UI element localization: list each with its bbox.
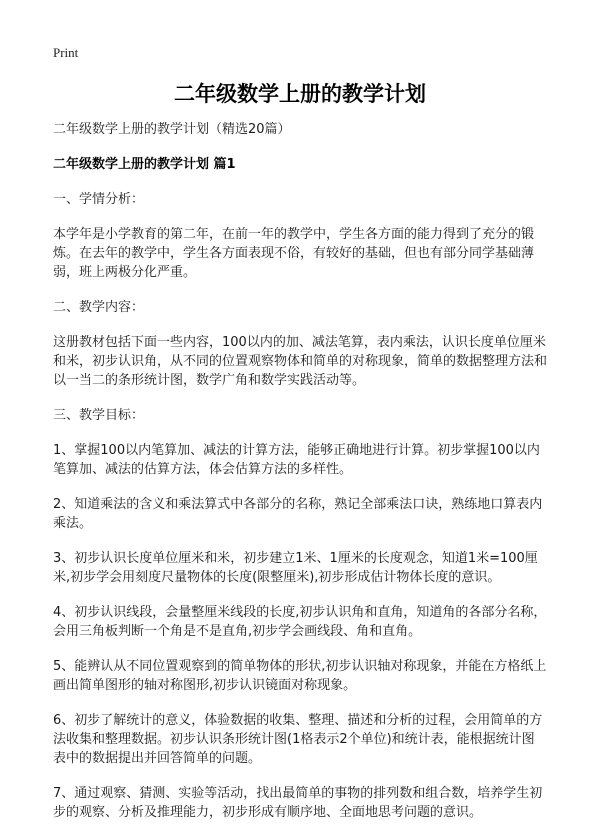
goal-item-7: 7、通过观察、猜测、实验等活动，找出最简单的事物的排列数和组合数，培养学生初步的观察、分析及推理能力，初步形成有顺序地、全面地思考问题的意识。 xyxy=(53,786,543,820)
goal-item-6: 6、初步了解统计的意义，体验数据的收集、整理、描述和分析的过程，会用简单的方法收集和整理数据。初步认识条形统计图(1格表示2个单位)和统计表，能根据统计图表中的数据提出并回答简单的问题。 xyxy=(53,713,543,766)
goal-item-4: 4、初步认识线段，会量整厘米线段的长度,初步认识角和直角，知道角的各部分名称，会用三角板判断一个角是不是直角,初步学会画线段、角和直角。 xyxy=(53,605,547,639)
paragraph-learning-analysis: 本学年是小学教育的第二年，在前一年的教学中，学生各方面的能力得到了充分的锻炼。在去年的教学中，学生各方面表现不俗，有较好的基础，但也有部分同学基础薄弱，班上两极分化严重。 xyxy=(53,227,535,280)
print-link[interactable]: Print xyxy=(53,45,79,60)
goal-item-1: 1、掌握100以内笔算加、减法的计算方法，能够正确地进行计算。初步掌握100以内笔算加、减法的估算方法，体会估算方法的多样性。 xyxy=(53,443,540,477)
document-body xyxy=(53,120,547,838)
heading-teaching-goals: 三、教学目标： xyxy=(53,408,145,423)
document-subtitle: 二年级数学上册的教学计划（精选20篇） xyxy=(53,122,291,137)
goal-item-2: 2、知道乘法的含义和乘法算式中各部分的名称，熟记全部乘法口诀，熟练地口算表内乘法。 xyxy=(53,497,543,531)
section-title: 二年级数学上册的教学计划 篇1 xyxy=(53,157,236,172)
paragraph-teaching-content: 这册教材包括下面一些内容，100以内的加、减法笔算，表内乘法，认识长度单位厘米和米，初步认识角，从不同的位置观察物体和简单的对称现象，简单的数据整理方法和以一当二的条形统计图，数学广角和数学实践活动等。 xyxy=(53,335,548,388)
goal-item-5: 5、能辨认从不同位置观察到的简单物体的形状,初步认识轴对称现象，并能在方格纸上画出简单图形的轴对称图形,初步认识镜面对称现象。 xyxy=(53,659,547,693)
document-title: 二年级数学上册的教学计划 xyxy=(174,82,426,106)
heading-learning-analysis: 一、学情分析： xyxy=(53,192,145,207)
heading-teaching-content: 二、教学内容： xyxy=(53,300,145,315)
goal-item-3: 3、初步认识长度单位厘米和米，初步建立1米、1厘米的长度观念，知道1米=100厘米,初步学会用刻度尺量物体的长度(限整厘米),初步形成估计物体长度的意识。 xyxy=(53,551,538,585)
